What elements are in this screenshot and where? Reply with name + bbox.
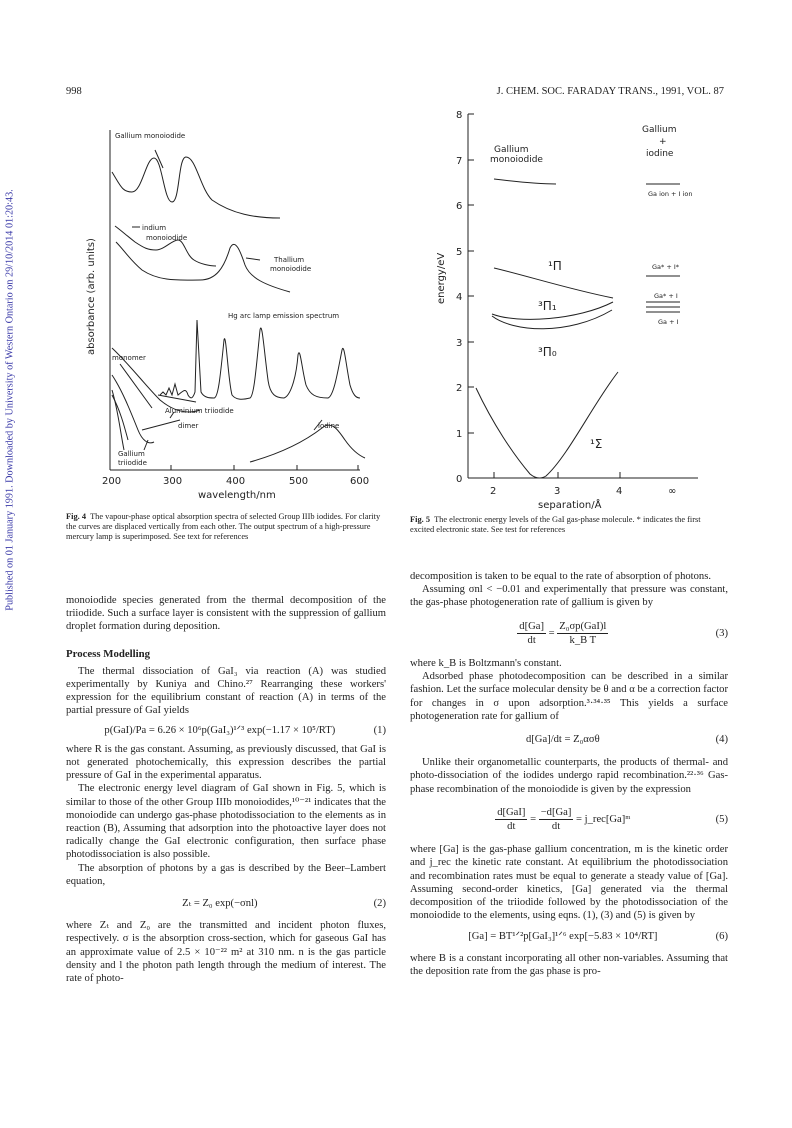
fig5-ytick-8: 8 (456, 110, 463, 121)
right-paragraph-3: where k_B is Boltzmann's constant. (410, 658, 562, 670)
fig4-xtick-500: 500 (289, 476, 309, 487)
left-paragraph-5: The absorption of photons by a gas is described by the Beer–Lambert equation, (66, 862, 386, 887)
eq3-rhs-den: k_B T (569, 634, 597, 646)
eq5-a-num: d[GaI] (495, 806, 527, 820)
label-iodine: iodine (318, 422, 340, 430)
equation-1-body: p(GaI)/Pa = 6.26 × 10⁶p(GaI₃)¹ᐟ³ exp(−1.17 × 10⁵/RT) (104, 724, 336, 736)
fig4-caption-label: Fig. 4 (66, 512, 87, 521)
fig4-caption (66, 512, 386, 543)
right-paragraph-4: Adsorbed phase photodecomposition can be described in a similar fashion. Let the surface molecular density be θ and α be a correction factor for changes in σ upon adsorption.³·³⁴·³⁵ This yields a surface photogeneration rate for gallium of (410, 671, 728, 722)
label-thallium-monoiodide: monoiodide (270, 265, 312, 273)
section-heading: Process Modelling (66, 647, 151, 660)
label-ga-star-i-star: Ga* + I* (652, 263, 680, 271)
journal-header: J. CHEM. SOC. FARADAY TRANS., 1991, VOL. 87 (496, 86, 724, 97)
fig5-ytick-1: 1 (456, 429, 463, 440)
fig5-xtick-4: 4 (616, 486, 623, 497)
equation-6-body: [Ga] = BT¹ᐟ²p[GaI₃]¹ᐟ⁶ exp[−5.83 × 10⁴/RT] (468, 931, 658, 943)
fig5-ytick-0: 0 (456, 474, 463, 485)
equation-1-number: (1) (373, 724, 386, 736)
fig5-ytick-7: 7 (456, 156, 463, 167)
publication-note: Published on 01 January 1991. Downloaded by University of Western Ontario on 29/10/2014 01:20:43. (4, 189, 16, 611)
label-indium-monoiodide: monoiodide (146, 234, 188, 242)
left-paragraph-1: monoiodide species generated from the thermal decomposition of the triiodide. Such a surface layer is consistent with the suppression of gallium droplet formation during deposition. (66, 595, 386, 633)
equation-6 (410, 930, 728, 943)
label-plus: + (659, 137, 667, 147)
equation-6-number: (6) (715, 931, 728, 943)
equation-2-body: Zₜ = Z₀ exp(−σnl) (182, 898, 258, 910)
label-gallium-iodine-2: iodine (646, 149, 674, 159)
figure-5-chart (408, 104, 733, 512)
left-paragraph-2: The thermal dissociation of GaI₃ via reaction (A) was studied experimentally by Kuniya and Chino.²⁷ Rearranging these workers' expression for the equilibrium constant of reaction (A) in terms of the partial pressure of GaI yields (66, 665, 386, 717)
publication-watermark (0, 0, 22, 1128)
fig4-xtick-300: 300 (163, 476, 183, 487)
left-paragraph-4: The electronic energy level diagram of GaI shown in Fig. 5, which is similar to those of the other Group IIIb monoiodides,¹⁰⁻²¹ indicates that the monoiodide can undergo gas-phase photodissociation to the elements as in reaction (B), Assuming that adsorption into the photoactive layer does not radically change the GaI electronic configuration, then surface phase photodissociation is also possible. (66, 783, 386, 861)
left-paragraph-6: where Zₜ and Z₀ are the transmitted and incident photon fluxes, respectively. σ is the absorption cross-section, which for gaseous GaI has an approximate value of 2.5 × 10⁻²² m² at 310 nm. n is the gas particle density and l the photon path length through the medium of interest. The rate of photo- (66, 920, 386, 985)
eq5-b-den: dt (551, 821, 561, 833)
figure-4-chart (60, 110, 390, 505)
left-paragraph-3: where R is the gas constant. Assuming, as previously discussed, that GaI is not generated photochemically, this expression describes the partial pressure of GaI in the experimental apparatus. (66, 743, 386, 782)
fig5-xtick-3: 3 (554, 486, 561, 497)
right-paragraph-5: Unlike their organometallic counterparts, the products of thermal- and photo-dissociation of the iodides undergo rapid recombination.²²·³⁶ Gas-phase recombination of the monoiodide is given by the expression (410, 757, 728, 795)
fig5-xtick-2: 2 (490, 486, 497, 497)
fig5-xlabel: separation/Å (538, 500, 602, 511)
fig4-caption-text: The vapour-phase optical absorption spectra of selected Group IIIb iodides. For clarity the curves are displaced vertically from each other. The output spectrum of a high-pressure mercury lamp is superimposed. See text for references (66, 512, 381, 542)
right-paragraph-2: Assuming σnl < −0.01 and experimentally that pressure was constant, the gas-phase photogeneration rate of gallium is given by (410, 584, 728, 609)
fig5-caption (410, 515, 726, 535)
label-gallium-monoiodide: Gallium monoiodide (115, 132, 186, 140)
label-ga-ion: Ga ion + I ion (648, 190, 693, 198)
left-column (66, 594, 386, 985)
label-pi3-1: ³Π₁ (538, 299, 557, 313)
label-sigma: ¹Σ (590, 437, 603, 451)
eq5-b-num: −d[Ga] (539, 806, 574, 820)
label-aluminium-triiodide: Aluminium triiodide (165, 407, 234, 415)
right-paragraph-1: decomposition is taken to be equal to the rate of absorption of photons. (410, 571, 711, 582)
eq5-a-den: dt (507, 821, 516, 833)
label-triiodide: triiodide (118, 459, 147, 467)
label-thallium: Thallium (274, 256, 305, 264)
fig4-xlabel: wavelength/nm (198, 490, 276, 501)
eq3-lhs-num: d[Ga] (517, 620, 546, 634)
fig5-ytick-6: 6 (456, 201, 463, 212)
equation-4-number: (4) (715, 734, 728, 746)
fig5-ytick-3: 3 (456, 338, 463, 349)
equation-3-number: (3) (715, 627, 728, 639)
right-paragraph-6: where [Ga] is the gas-phase gallium concentration, m is the kinetic order and j_rec the kinetic rate constant. At equilibrium the photodissociation and recombination rates must be equal to generate a steady value of [Ga]. Assuming second-order kinetics, [Ga] generated via the thermal decomposition of the triiodide followed by the photodissociation of the monoiodide to the elements, using eqns. (1), (3) and (5) is given by (410, 844, 728, 922)
fig4-xtick-600: 600 (350, 476, 370, 487)
label-pi1: ¹Π (548, 259, 562, 273)
fig4-xtick-200: 200 (102, 476, 122, 487)
equation-4 (410, 733, 728, 746)
fig5-caption-label: Fig. 5 (410, 515, 431, 524)
label-gallium: Gallium (118, 450, 145, 458)
equation-2-number: (2) (373, 898, 386, 910)
eq5-rhs: = j_rec[Ga]ᵐ (576, 813, 631, 825)
fig5-ytick-4: 4 (456, 292, 463, 303)
right-column (410, 570, 728, 978)
label-indium: indium (142, 224, 167, 232)
right-paragraph-7: where B is a constant incorporating all other non-variables. Assuming that the deposition rate from the gas phase is pro- (410, 952, 728, 977)
equation-5-number: (5) (715, 813, 728, 825)
label-monomer: monomer (112, 354, 146, 362)
label-ga-i: Ga + I (658, 318, 679, 326)
equation-3: $\frac{d[Ga]}{dt}$ = $\frac{\text{Z₀σp(GaI)l}}{\text{k\_B T}}$ (3) (519, 620, 728, 646)
fig5-ylabel: energy/eV (436, 252, 447, 304)
eq3-rhs-num: Z₀σp(GaI)l (557, 620, 608, 634)
equation-1 (66, 724, 386, 737)
page-number: 998 (66, 86, 82, 97)
label-pi3-0: ³Π₀ (538, 345, 557, 359)
label-gallium-iodine-1: Gallium (642, 125, 677, 135)
fig5-ytick-2: 2 (456, 383, 463, 394)
fig5-ytick-5: 5 (456, 247, 463, 258)
eq3-lhs-den: dt (527, 634, 536, 646)
fig4-ylabel: absorbance (arb. units) (86, 238, 97, 355)
label-gallium-mono-2: monoiodide (490, 155, 543, 165)
label-ga-star-i: Ga* + I (654, 292, 678, 300)
fig5-caption-text: The electronic energy levels of the GaI gas-phase molecule. * indicates the first excited electronic state. See test for references (410, 515, 701, 535)
equation-4-body: d[Ga]/dt = Z₀ασθ (525, 734, 600, 746)
label-dimer: dimer (178, 422, 199, 430)
equation-5: $\frac{\text{d[GaI]}}{dt}$ = $\frac{-d[Ga]}{dt}$ = j_rec[Ga]ᵐ (5) (497, 806, 728, 833)
fig5-xtick-inf: ∞ (668, 486, 677, 497)
label-hg-spectrum: Hg arc lamp emission spectrum (228, 312, 340, 320)
equation-2 (66, 897, 386, 910)
fig4-xtick-400: 400 (226, 476, 246, 487)
label-gallium-mono-1: Gallium (494, 145, 529, 155)
